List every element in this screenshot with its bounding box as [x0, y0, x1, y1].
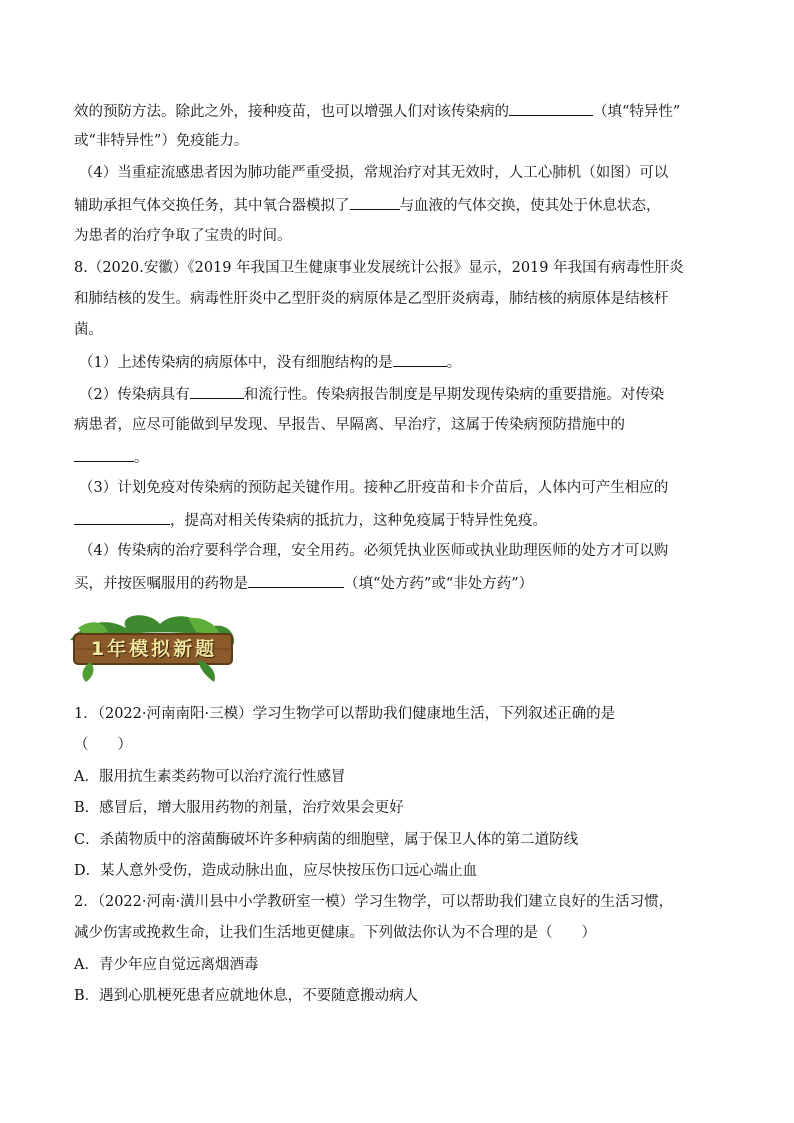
text-line — [74, 573, 533, 594]
question-2: 2．（2022·河南·潢川县中小学教研室一模）学习生物学，可以帮助我们建立良好的生活习惯， — [74, 894, 674, 910]
section-badge — [68, 610, 238, 682]
answer-blank — [393, 352, 447, 367]
text-span: 买，并按医嘱服用的药物是 — [74, 576, 248, 592]
text-line — [79, 352, 461, 373]
question-1: 1．（2022·河南南阳·三模）学习生物学可以帮助我们健康地生活，下列叙述正确的是 — [74, 706, 616, 722]
answer-blank — [350, 195, 400, 210]
answer-blank — [74, 510, 170, 525]
answer-blank — [74, 447, 134, 462]
text-line — [74, 101, 680, 122]
text-line: 为患者的治疗争取了宝贵的时间。 — [74, 228, 292, 244]
option-b: B．感冒后，增大服用药物的剂量，治疗效果会更好 — [74, 800, 404, 816]
text-span: 。 — [134, 450, 149, 466]
text-line — [74, 195, 661, 216]
text-line: （3）计划免疫对传染病的预防起关键作用。接种乙肝疫苗和卡介苗后，人体内可产生相应的 — [79, 480, 669, 496]
text-line: 菌。 — [74, 322, 103, 338]
option-a: A．服用抗生素类药物可以治疗流行性感冒 — [74, 769, 346, 785]
text-line: （4）当重症流感患者因为肺功能严重受损，常规治疗对其无效时，人工心肺机（如图）可以 — [79, 165, 669, 181]
answer-blank — [248, 573, 344, 588]
answer-blank — [190, 384, 244, 399]
text-line: 和肺结核的发生。病毒性肝炎中乙型肝炎的病原体是乙型肝炎病毒，肺结核的病原体是结核杆 — [74, 291, 669, 307]
text-span: （填“处方药”或“非处方药”） — [344, 576, 534, 592]
question-2-cont: 减少伤害或挽救生命，让我们生活地更健康。下列做法你认为不合理的是（ ） — [74, 925, 596, 941]
text-line: （4）传染病的治疗要科学合理，安全用药。必须凭执业医师或执业助理医师的处方才可以购 — [79, 543, 669, 559]
question-1-paren: （ ） — [74, 737, 132, 753]
option-d: D．某人意外受伤，造成动脉出血，应尽快按压伤口远心端止血 — [74, 863, 478, 879]
text-span: （2）传染病具有 — [79, 387, 190, 403]
text-line — [74, 510, 547, 531]
text-line — [74, 447, 149, 468]
text-span: 。 — [446, 355, 462, 371]
text-span: （填“特异性” — [593, 104, 681, 120]
answer-blank — [509, 101, 593, 116]
text-span: 与血液的气体交换，使其处于休息状态， — [399, 198, 661, 214]
option-a: A．青少年应自觉远离烟酒毒 — [74, 957, 259, 973]
option-c: C．杀菌物质中的溶菌酶破坏许多种病菌的细胞壁，属于保卫人体的第二道防线 — [74, 832, 579, 848]
text-span: （1）上述传染病的病原体中，没有细胞结构的是 — [79, 355, 393, 371]
question-8-line: 8.（2020.安徽）《2019 年我国卫生健康事业发展统计公报》显示，2019 年我国有病毒性肝炎 — [74, 260, 684, 276]
text-span: ，提高对相关传染病的抵抗力，这种免疫属于特异性免疫。 — [170, 513, 547, 529]
text-line: 或“非特异性”）免疫能力。 — [74, 133, 249, 149]
text-span: 和流行性。传染病报告制度是早期发现传染病的重要措施。对传染 — [243, 387, 665, 403]
text-line — [79, 384, 664, 405]
option-b: B．遇到心肌梗死患者应就地休息，不要随意搬动病人 — [74, 988, 419, 1004]
text-span: 辅助承担气体交换任务，其中氧合器模拟了 — [74, 198, 350, 214]
badge-title: 1年模拟新题 — [90, 638, 218, 660]
text-span: 效的预防方法。除此之外，接种疫苗，也可以增强人们对该传染病的 — [74, 104, 509, 120]
text-line: 病患者，应尽可能做到早发现、早报告、早隔离、早治疗，这属于传染病预防措施中的 — [74, 417, 625, 433]
